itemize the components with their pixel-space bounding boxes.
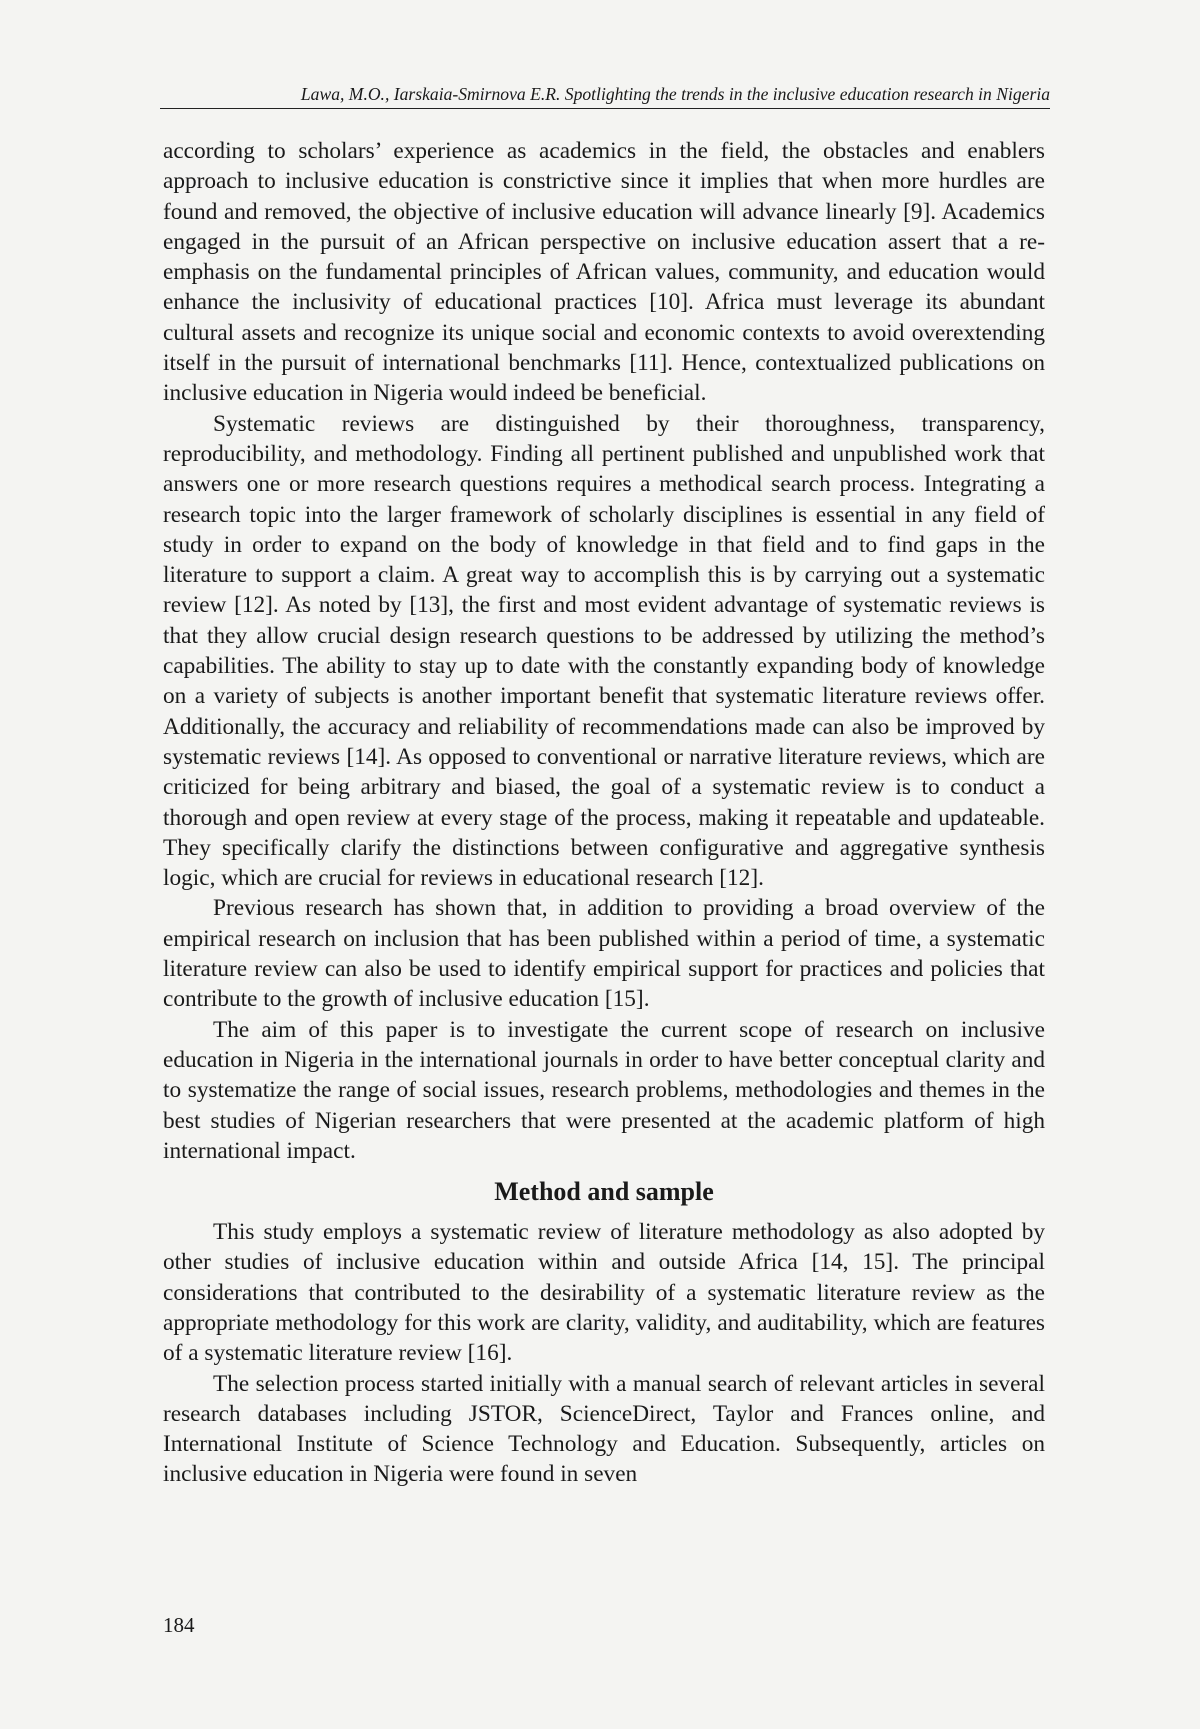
paragraph-4: The aim of this paper is to investigate the current scope of research on inclusive education in Nigeria in the international journals in order to have better conceptual clarity and to systematize the range of social issues, research problems, methodologies and themes in the best studies of Nigerian researchers that were presented at the academic platform of high international impact. [163,1016,1045,1164]
paragraph-3: Previous research has shown that, in addition to providing a broad overview of the empirical research on inclusion that has been published within a period of time, a systematic literature review can also be used to identify empirical support for practices and policies that contribute to the growth of inclusive education [15]. [163,895,1045,1013]
paragraph-1: according to scholars’ experience as academics in the field, the obstacles and enablers approach to inclusive education is constrictive since it implies that when more hurdles are found and removed, the objective of inclusive education will advance linearly [9]. Academics engaged in the pursuit of an African perspective on inclusive education assert that a re-emphasis on the fundamental principles of African values, community, and education would enhance the inclusivity of educational practices [10]. Africa must leverage its abundant cultural assets and recognize its unique social and economic contexts to avoid overextending itself in the pursuit of international benchmarks [11]. Hence, contextualized publications on inclusive education in Nigeria would indeed be beneficial. [163,138,1045,407]
paragraph-6: The selection process started initially with a manual search of relevant articles in several research databases including JSTOR, ScienceDirect, Taylor and Frances online, and International Institute of Science Technology and Education. Subsequently, articles on inclusive education in Nigeria were found in seven [163,1370,1045,1488]
paragraph-2: Systematic reviews are distinguished by their thoroughness, transparency, reproducibility, and methodology. Finding all pertinent published and unpublished work that answers one or more research questions requires a methodical search process. Integrating a research topic into the larger framework of scholarly disciplines is essential in any field of study in order to expand on the body of knowledge in that field and to find gaps in the literature to support a claim. A great way to accomplish this is by carrying out a systematic review [12]. As noted by [13], the first and most evident advantage of systematic reviews is that they allow crucial design research questions to be addressed by utilizing the method’s capabilities. The ability to stay up to date with the constantly expanding body of knowledge on a variety of subjects is another important benefit that systematic literature reviews offer. Additionally, the accuracy and reliability of recommendations made can also be improved by systematic reviews [14]. As opposed to conventional or narrative literature reviews, which are criticized for being arbitrary and biased, the goal of a systematic review is to conduct a thorough and open review at every stage of the process, making it repeatable and updateable. They specifically clarify the distinctions between configurative and aggregative synthesis logic, which are crucial for reviews in educational research [12]. [163,410,1045,892]
article-body [163,136,1045,1490]
section-heading-method: Method and sample [494,1177,714,1207]
running-head: Lawa, M.O., Iarskaia-Smirnova E.R. Spotlighting the trends in the inclusive education research in Nigeria [160,84,1050,109]
page-number: 184 [163,1613,195,1637]
paragraph-5: This study employs a systematic review of literature methodology as also adopted by other studies of inclusive education within and outside Africa [14, 15]. The principal considerations that contributed to the desirability of a systematic literature review as the appropriate methodology for this work are clarity, validity, and auditability, which are features of a systematic literature review [16]. [163,1219,1045,1367]
